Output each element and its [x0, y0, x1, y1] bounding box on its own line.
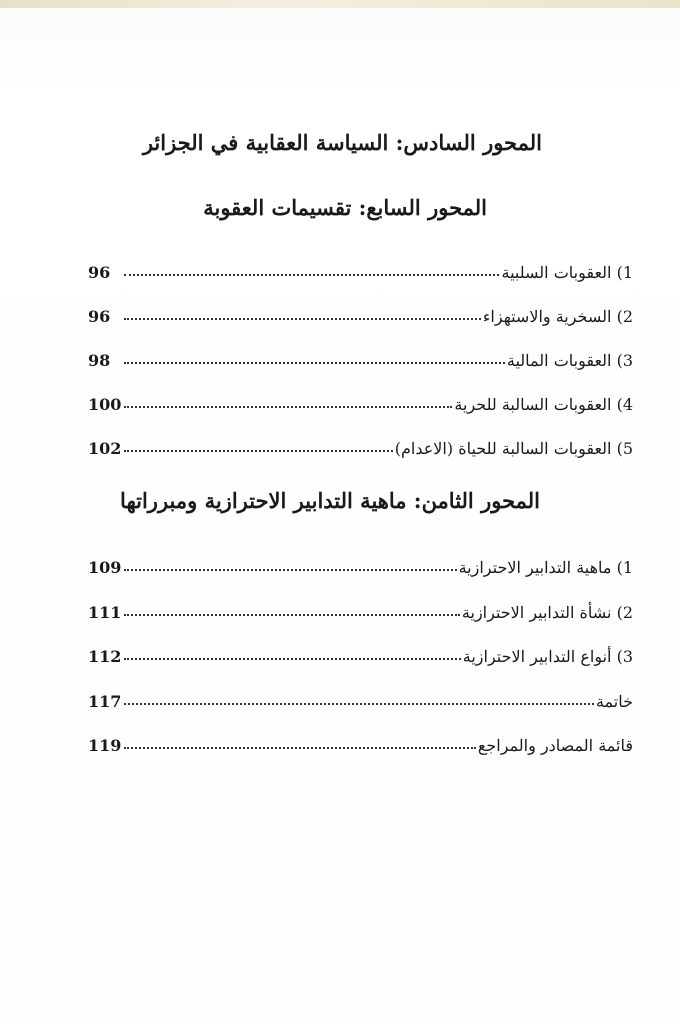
toc-entry	[88, 592, 633, 622]
toc-page-number: 117	[88, 692, 122, 711]
toc-page-number: 109	[88, 558, 122, 577]
toc-page-number: 96	[88, 307, 111, 326]
heading-section-6: المحور السادس: السياسة العقابية في الجزائر	[142, 130, 542, 155]
toc-entry-label: 3) أنواع التدابير الاحترازية	[462, 647, 633, 666]
toc-entry	[88, 384, 633, 414]
toc-entry-label: 1) ماهية التدابير الاحترازية	[458, 558, 633, 577]
toc-entry	[88, 547, 633, 577]
toc-entry-label: 3) العقوبات المالية	[506, 351, 633, 370]
toc-entry-label: 2) السخرية والاستهزاء	[482, 307, 633, 326]
toc-entry	[88, 340, 633, 370]
toc-leader-dots	[124, 614, 460, 616]
toc-entry-label: قائمة المصادر والمراجع	[477, 736, 633, 755]
toc-entry	[88, 681, 633, 711]
page-top-edge	[0, 0, 680, 8]
toc-leader-dots	[124, 318, 481, 320]
toc-entry	[88, 252, 633, 282]
toc-entry	[88, 725, 633, 755]
toc-entry	[88, 428, 633, 458]
toc-page-number: 111	[88, 603, 122, 622]
heading-section-8: المحور الثامن: ماهية التدابير الاحترازية ومبرراتها	[120, 488, 540, 513]
toc-page-number: 112	[88, 647, 122, 666]
heading-section-7: المحور السابع: تقسيمات العقوبة	[203, 195, 487, 220]
toc-page-number: 102	[88, 439, 122, 458]
toc-page-number: 98	[88, 351, 111, 370]
toc-entry-label: 4) العقوبات السالبة للحرية	[454, 395, 633, 414]
toc-page-number: 96	[88, 263, 111, 282]
toc-page-number: 119	[88, 736, 122, 755]
toc-leader-dots	[124, 658, 461, 660]
toc-leader-dots	[124, 406, 452, 408]
toc-leader-dots	[124, 747, 476, 749]
toc-entry-label: 2) نشأة التدابير الاحترازية	[461, 603, 633, 622]
toc-leader-dots	[124, 569, 457, 571]
toc-leader-dots	[124, 703, 594, 705]
toc-entry	[88, 636, 633, 666]
toc-leader-dots	[124, 450, 393, 452]
toc-leader-dots	[124, 362, 505, 364]
toc-entry-label: 1) العقوبات السلبية	[501, 263, 633, 282]
toc-page-number: 100	[88, 395, 122, 414]
toc-leader-dots	[124, 274, 499, 276]
toc-entry-label: خاتمة	[595, 692, 633, 711]
toc-entry-label: 5) العقوبات السالبة للحياة (الاعدام)	[394, 439, 633, 458]
toc-entry	[88, 296, 633, 326]
